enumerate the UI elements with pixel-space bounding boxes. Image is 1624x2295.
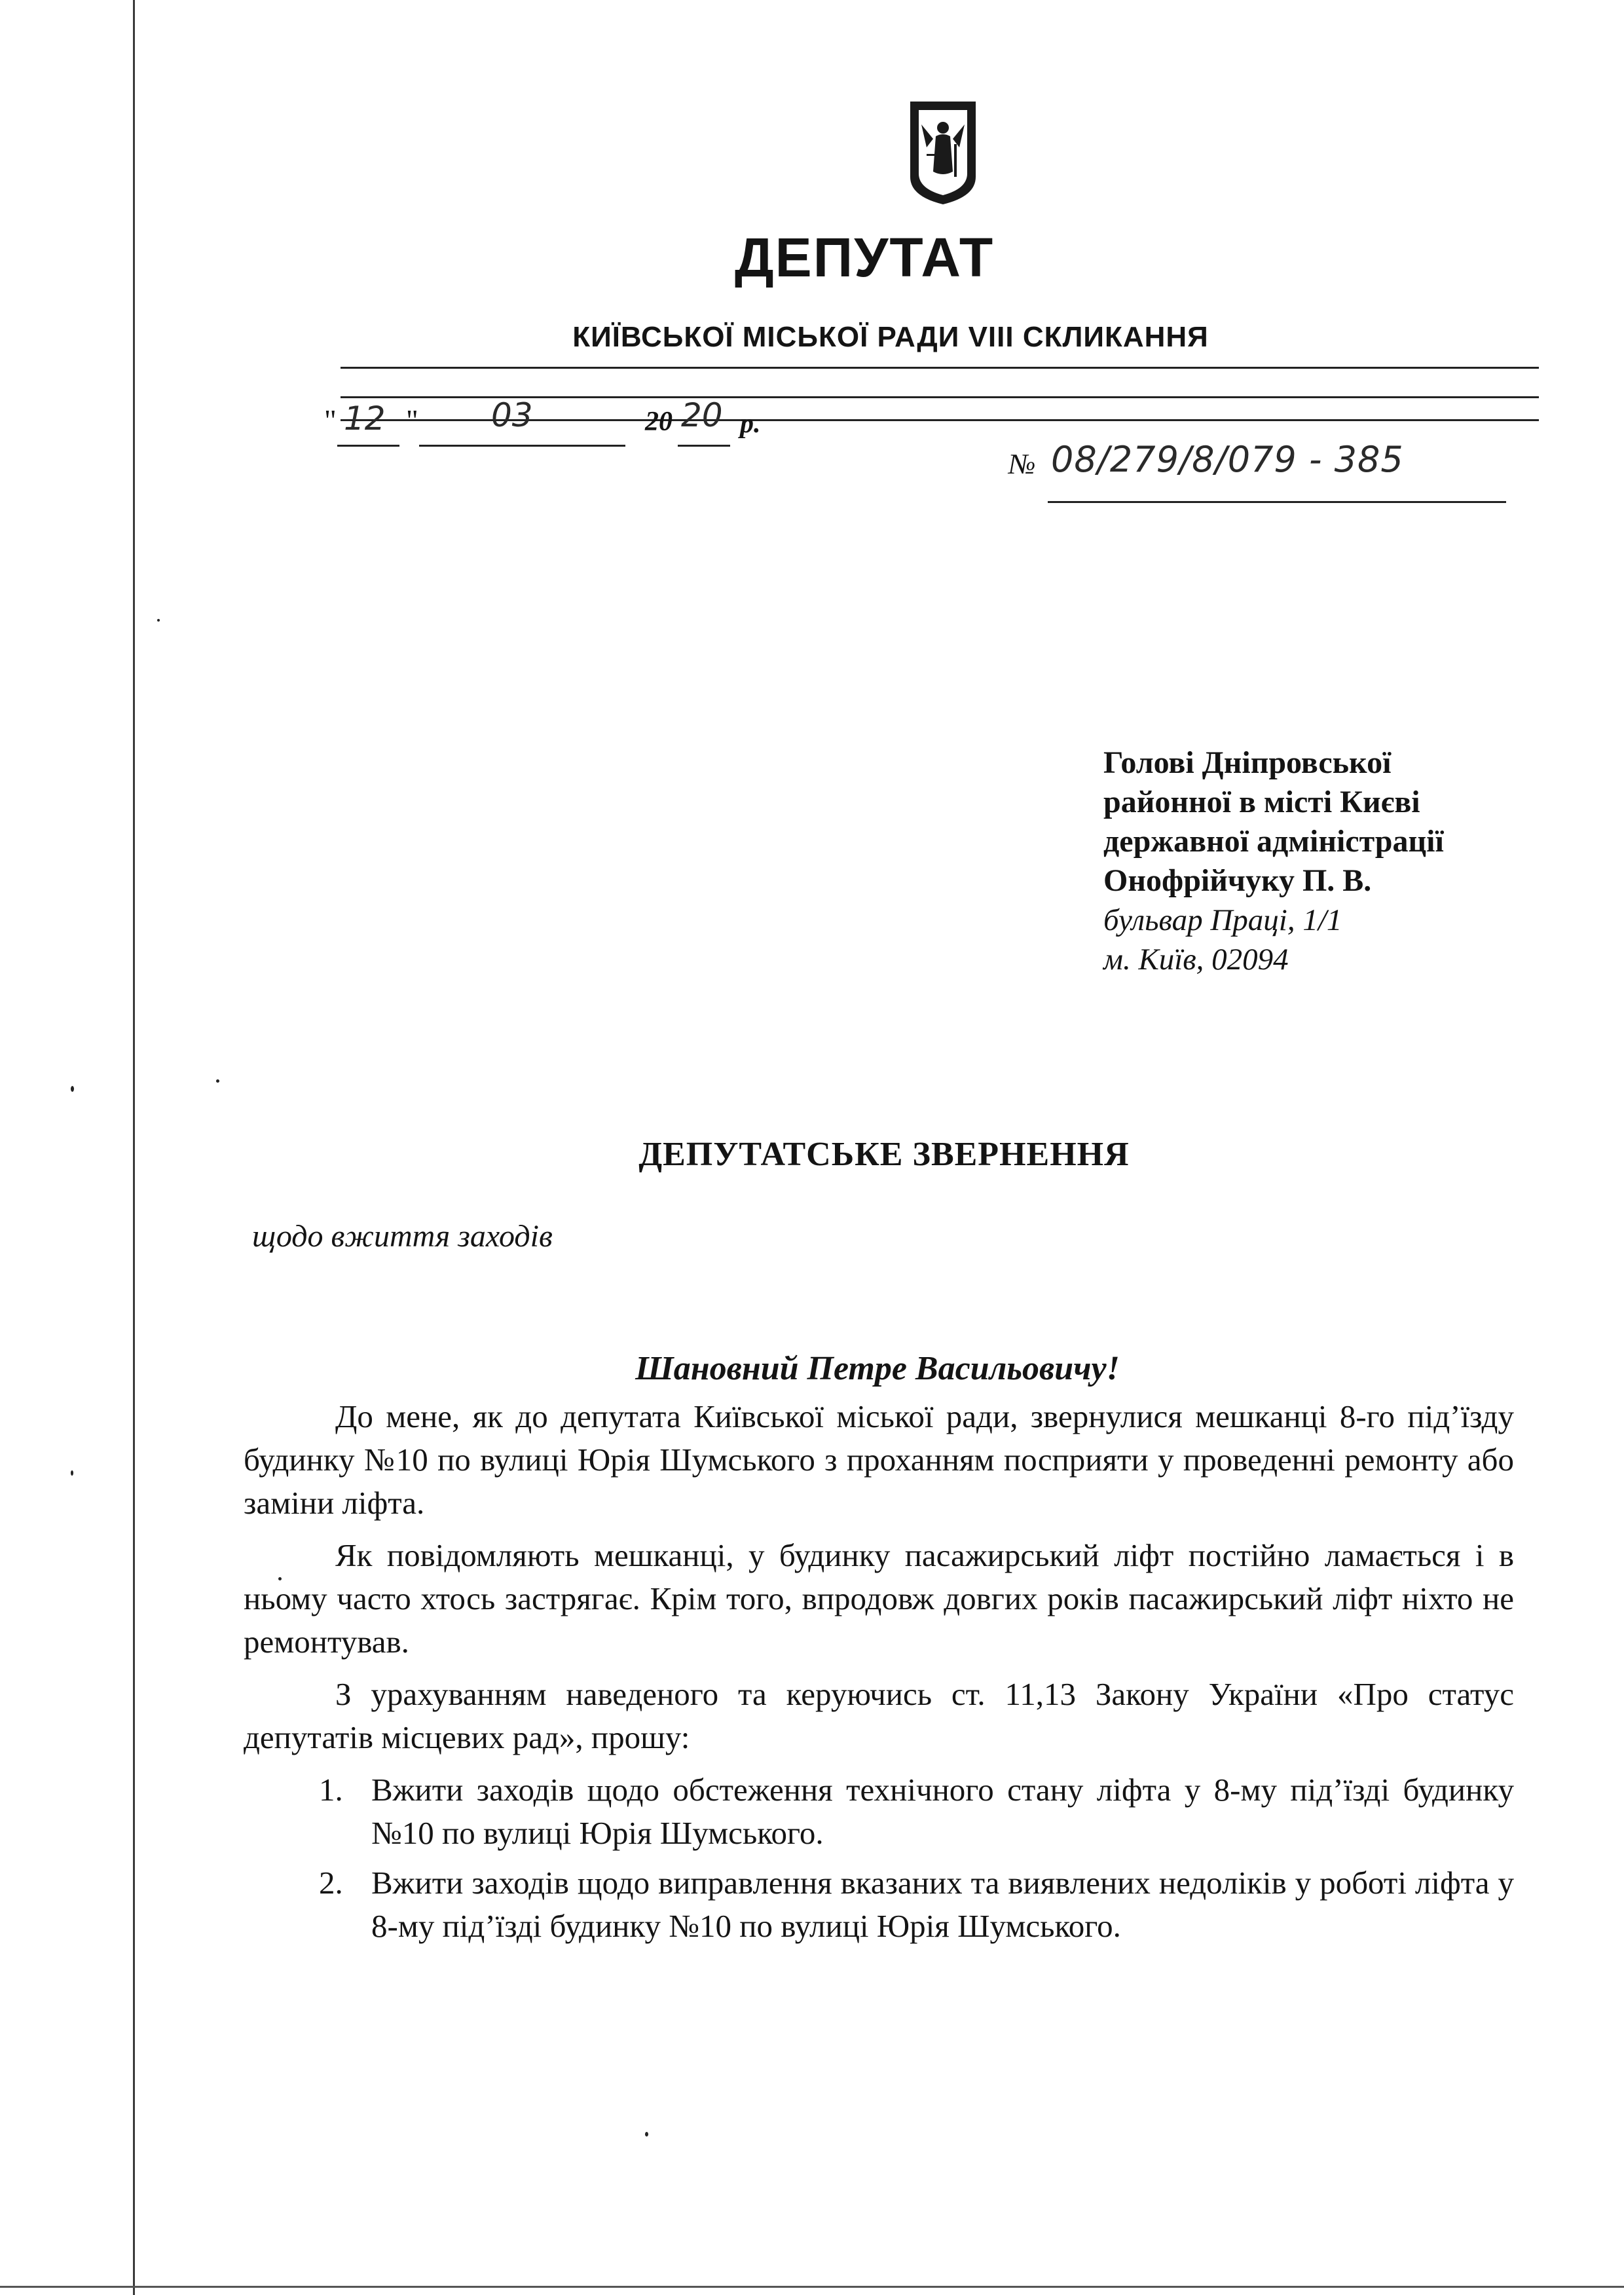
scan-speck [157,619,160,622]
registration-number [1008,439,1532,501]
date-year-mark: р. [740,409,761,439]
addressee-line: державної адміністрації [1103,824,1444,859]
request-item [244,1768,1514,1855]
addressee-city: м. Київ, 02094 [1103,942,1289,977]
date-day: 12 [344,400,386,438]
date-day-underline [337,445,399,447]
number-value: 08/279/8/079 - 385 [1051,439,1404,480]
body-paragraph: Як повідомляють мешканці, у будинку пасажирський ліфт постійно ламається і в ньому часто хтось застрягає. Крім того, впродовж довгих років пасажирський ліфт ніхто не ремонтував. [244,1537,1514,1660]
date-month-underline [419,445,625,447]
header-title: ДЕПУТАТ [734,227,995,288]
kyiv-emblem-icon [907,98,979,206]
document-title: ДЕПУТАТСЬКЕ ЗВЕРНЕННЯ [638,1136,1130,1173]
date-year-suffix: 20 [681,396,723,434]
date-year-underline [678,445,730,447]
addressee-street: бульвар Праці, 1/1 [1103,903,1342,937]
salutation: Шановний Петре Васильовичу! [635,1350,1120,1387]
addressee-block [1103,743,1601,979]
request-number: 2. [319,1865,343,1901]
date-month: 03 [491,396,533,434]
scan-speck [216,1079,219,1083]
document-body [244,1395,1514,1954]
body-paragraph: До мене, як до депутата Київської міської ради, звернулися мешканці 8-го під’їзду будинку №10 по вулиці Юрія Шумського з проханням посприяти у проведенні ремонту або заміни ліфта. [244,1398,1514,1521]
scan-speck [645,2132,648,2136]
number-label: № [1008,448,1036,480]
addressee-name: Онофрійчуку П. В. [1103,863,1372,898]
scan-speck [71,1470,73,1476]
addressee-line: районної в місті Києві [1103,785,1420,819]
request-number: 1. [319,1772,343,1808]
number-underline [1048,501,1506,503]
body-paragraph: З урахуванням наведеного та керуючись ст. 11,13 Закону України «Про статус депутатів місцевих рад», прошу: [244,1676,1514,1755]
date-line [324,396,822,462]
date-year-prefix: 20 [645,407,673,437]
request-list [244,1768,1514,1948]
scan-bottom-edge [0,2286,1624,2288]
scan-speck [71,1086,74,1092]
addressee-line: Голові Дніпровської [1103,745,1392,780]
header-rule-1 [341,367,1539,369]
header-subtitle: КИЇВСЬКОЇ МІСЬКОЇ РАДИ VIII СКЛИКАННЯ [572,321,1209,353]
request-text: Вжити заходів щодо виправлення вказаних та виявлених недоліків у роботі ліфта у 8-му під’їзді будинку №10 по вулиці Юрія Шумського. [371,1865,1514,1944]
date-close-quote: " [406,403,418,437]
date-open-quote: " [324,403,337,437]
document-subject: щодо вжиття заходів [252,1219,553,1254]
request-item [244,1861,1514,1948]
request-text: Вжити заходів щодо обстеження технічного стану ліфта у 8-му під’їзді будинку №10 по вулиці Юрія Шумського. [371,1772,1514,1851]
